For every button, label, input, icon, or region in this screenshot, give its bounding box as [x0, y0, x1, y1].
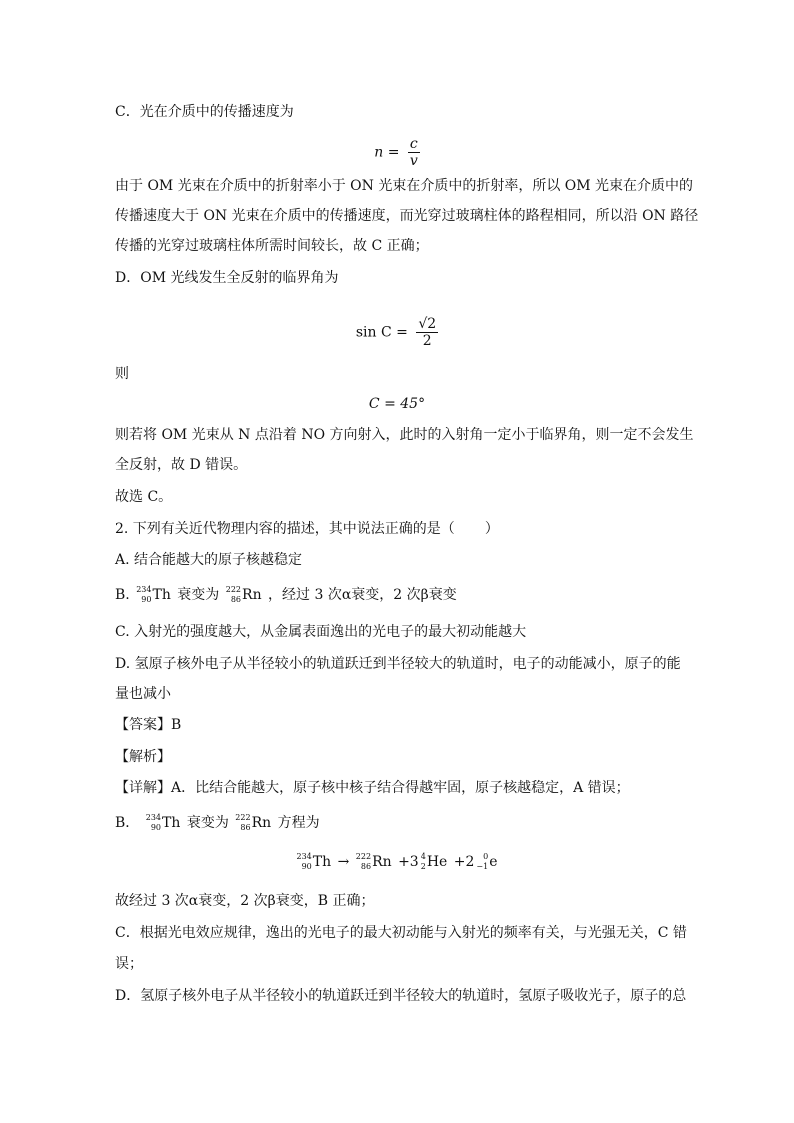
eq1-numerator: c: [409, 136, 418, 152]
rn-mass: 222: [225, 585, 242, 594]
analysis-label: 【解析】: [115, 749, 171, 765]
option-c-heading: C．光在介质中的传播速度为: [115, 104, 294, 120]
option-d-line-2: 量也减小: [115, 686, 171, 702]
option-b-mid: 衰变为: [177, 587, 220, 603]
eq1-equals: =: [387, 144, 400, 161]
b-exp-end: 故经过 3 次α衰变，2 次β衰变，B 正确；: [115, 893, 375, 909]
option-b-prefix: B.: [115, 587, 130, 603]
eq1-denominator: v: [409, 153, 418, 169]
eq-he-symbol: He: [426, 854, 448, 870]
equation-critical-angle: [0, 316, 794, 349]
eq-rn-charge: 86: [360, 862, 372, 871]
th-exp-symbol: Th: [162, 815, 181, 831]
eq-th-mass: 234: [296, 852, 312, 861]
equation-refractive-index: [0, 136, 794, 169]
b-exp-mid: 衰变为: [186, 815, 229, 831]
eq2-fraction: [416, 316, 438, 349]
q2-stem-text: 2. 下列有关近代物理内容的描述，其中说法正确的是（: [115, 521, 455, 537]
eq-plus-1: +3: [398, 854, 419, 870]
eq2-numerator: √2: [418, 316, 437, 332]
eq-arrow: →: [337, 854, 350, 870]
equation-decay: [0, 852, 794, 872]
then-text: 则: [115, 366, 129, 382]
eq-e-mass: 0: [483, 852, 489, 861]
answer-line: [115, 715, 181, 735]
answer-value: B: [171, 717, 182, 733]
eq2-equals: =: [396, 324, 408, 341]
nuclide-th-exp: [146, 813, 181, 833]
b-exp-suffix: 方程为: [277, 815, 320, 831]
detail-a: 【详解】A．比结合能越大，原子核中核子结合得越牢固，原子核越稳定，A 错误；: [115, 780, 630, 796]
eq-rn-symbol: Rn: [372, 854, 392, 870]
th-exp-charge: 90: [150, 823, 162, 832]
option-c: C. 入射光的强度越大，从金属表面逸出的光电子的最大初动能越大: [115, 624, 527, 640]
eq-rn-mass: 222: [355, 852, 372, 861]
d-exp-line-1: D．氢原子核外电子从半径较小的轨道跃迁到半径较大的轨道时，氢原子吸收光子，原子的总: [115, 988, 687, 1004]
eq1-lhs: n: [374, 144, 384, 161]
option-b-suffix: ，经过 3 次α衰变，2 次β衰变: [268, 587, 457, 603]
c-text-line-1: 由于 OM 光束在介质中的折射率小于 ON 光束在介质中的折射率，所以 OM 光束在介质中的: [115, 178, 694, 194]
option-a: A. 结合能越大的原子核越稳定: [115, 552, 303, 568]
choose-answer: 故选 C。: [115, 489, 173, 505]
rn-charge: 86: [230, 595, 242, 604]
b-exp-prefix: B．: [115, 815, 140, 831]
eq-e-symbol: e: [489, 854, 498, 870]
equation-angle-value: C = 45°: [368, 396, 426, 412]
rn-exp-symbol: Rn: [251, 815, 272, 831]
d-text-line-2: 全反射，故 D 错误。: [115, 457, 248, 473]
c-exp-line-2: 误；: [115, 956, 143, 972]
c-exp-line-1: C．根据光电效应规律，逸出的光电子的最大初动能与入射光的频率有关，与光强无关，C 错: [115, 925, 687, 941]
rn-exp-charge: 86: [240, 823, 251, 832]
eq-e-charge: −1: [476, 862, 489, 871]
nuclide-rn: [226, 585, 262, 605]
eq-rn: [356, 852, 392, 872]
th-exp-mass: 234: [145, 813, 162, 822]
eq-th-charge: 90: [301, 862, 312, 871]
answer-label: 【答案】: [115, 717, 171, 733]
nuclide-rn-exp: [235, 813, 271, 833]
eq-e: [476, 852, 497, 872]
question-2-stem: [115, 519, 499, 539]
eq-th-symbol: Th: [312, 854, 332, 870]
eq-th: [297, 852, 332, 872]
c-text-line-2: 传播速度大于 ON 光束在介质中的传播速度，而光穿过玻璃柱体的路程相同，所以沿 ON 路径: [115, 208, 699, 224]
q2-stem-close: ）: [484, 521, 499, 537]
rn-symbol: Rn: [242, 587, 262, 603]
eq-he: [421, 852, 448, 872]
th-charge: 90: [141, 595, 152, 604]
rn-exp-mass: 222: [235, 813, 251, 822]
b-explanation: [115, 813, 320, 833]
c-text-line-3: 传播的光穿过玻璃柱体所需时间较长，故 C 正确；: [115, 238, 429, 254]
option-d-heading: D．OM 光线发生全反射的临界角为: [115, 270, 339, 286]
eq2-denominator: 2: [422, 333, 432, 349]
eq-he-charge: 2: [420, 862, 426, 871]
option-d-line-1: D. 氢原子核外电子从半径较小的轨道跃迁到半径较大的轨道时，电子的动能减小，原子的能: [115, 656, 681, 672]
eq2-lhs: sin C: [355, 324, 392, 341]
d-text-line-1: 则若将 OM 光束从 N 点沿着 NO 方向射入，此时的入射角一定小于临界角，则一定不会发生: [115, 427, 694, 443]
eq1-fraction: [408, 136, 420, 169]
eq-plus-2: +2: [453, 854, 475, 870]
th-symbol: Th: [152, 587, 171, 603]
th-mass: 234: [136, 585, 152, 594]
eq-he-mass: 4: [420, 852, 426, 861]
nuclide-th: [136, 585, 171, 605]
option-b: [115, 585, 457, 605]
